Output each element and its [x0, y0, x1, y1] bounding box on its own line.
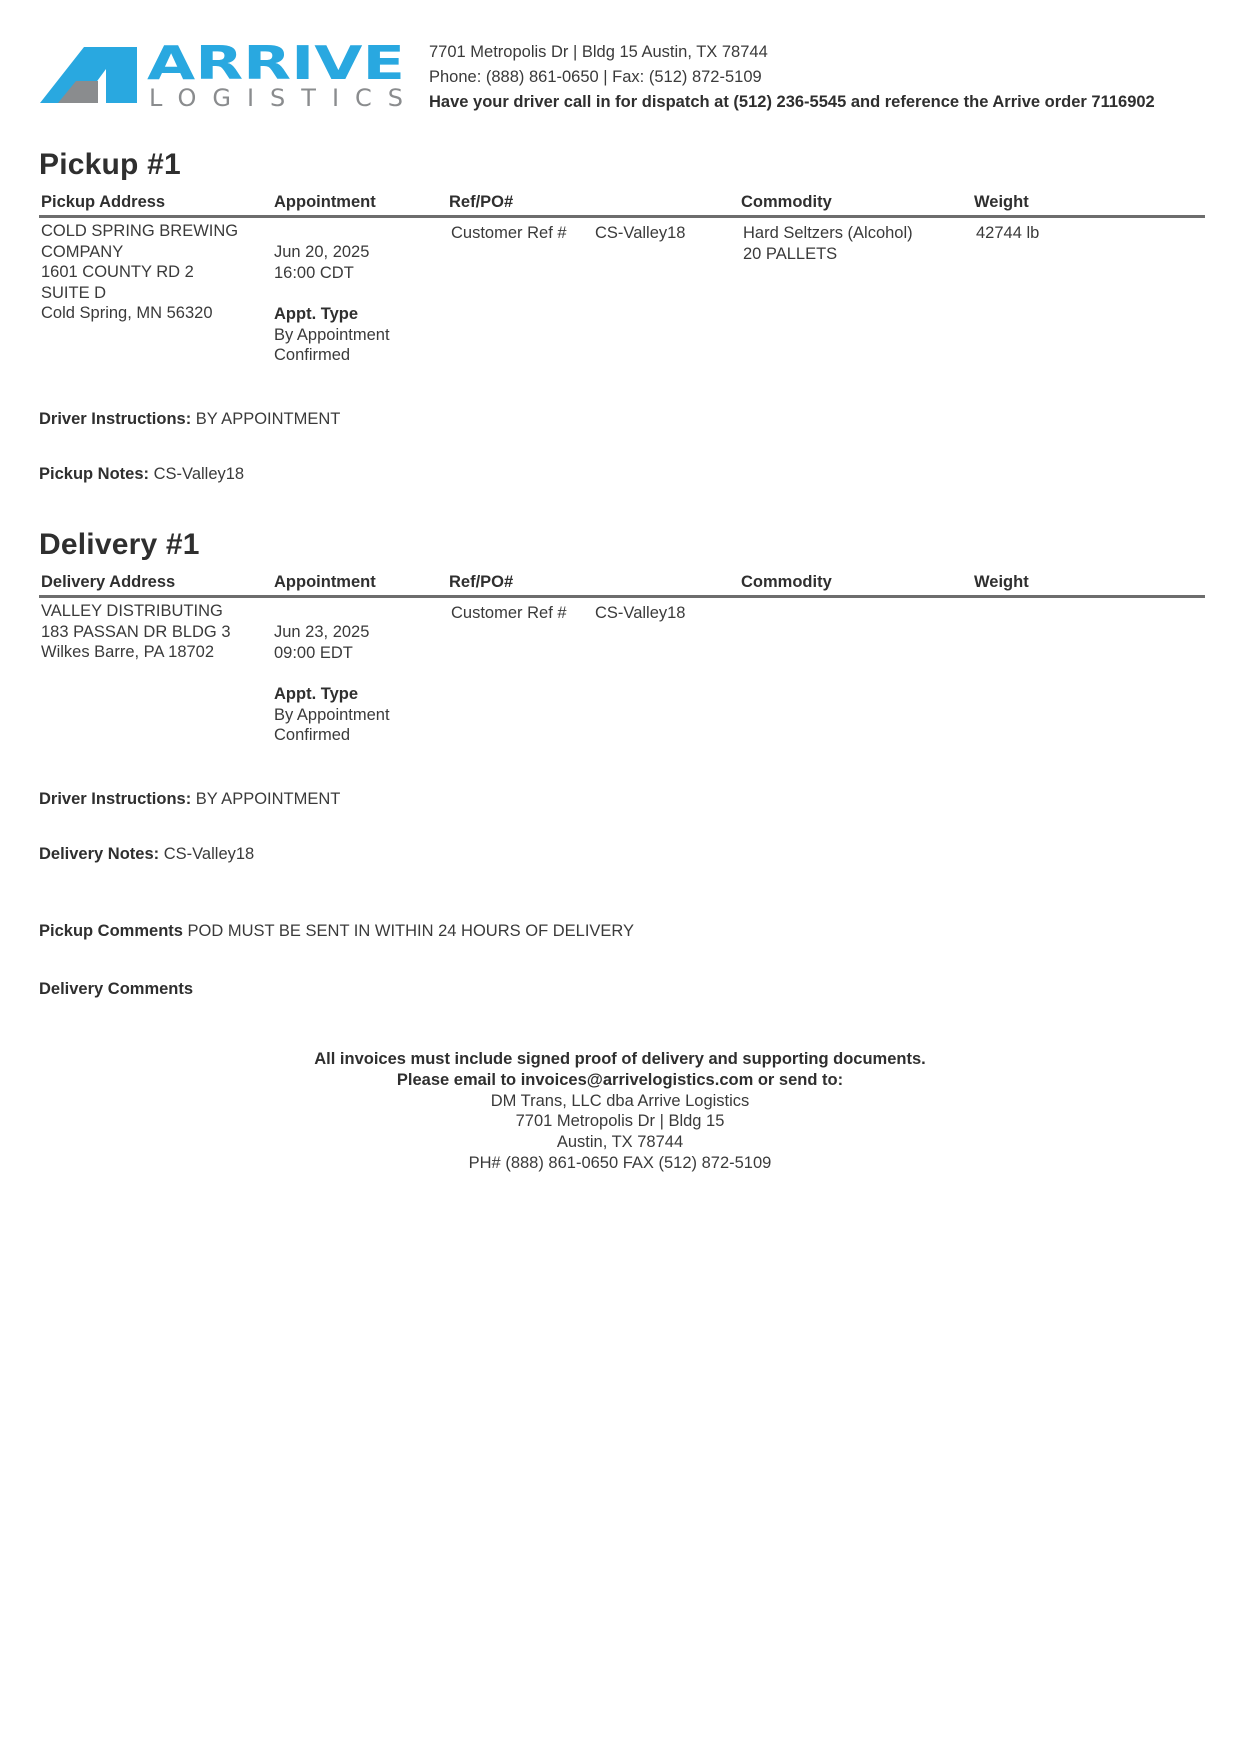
- pickup-notes-label: Pickup Notes:: [39, 465, 150, 483]
- pickup-title: Pickup #1: [39, 148, 181, 181]
- pickup-notes-value: CS-Valley18: [153, 465, 245, 483]
- pickup-comments: [39, 922, 634, 941]
- pickup-appt-type-label: Appt. Type: [274, 305, 359, 323]
- footer-street: 7701 Metropolis Dr | Bldg 15: [515, 1112, 725, 1131]
- pickup-address-line: 1601 COUNTY RD 2: [41, 263, 194, 281]
- pickup-weight-header: Weight: [974, 193, 1029, 211]
- pickup-appt-date: Jun 20, 2025: [274, 243, 370, 261]
- pickup-comments-value: POD MUST BE SENT IN WITHIN 24 HOURS OF DELIVERY: [187, 922, 635, 940]
- delivery-notes-value: CS-Valley18: [163, 845, 255, 863]
- pickup-appt-type-value: By Appointment: [274, 325, 390, 344]
- pickup-commodity-header: Commodity: [741, 193, 832, 211]
- pickup-appt-time: 16:00 CDT: [274, 263, 354, 282]
- delivery-appointment-header: Appointment: [274, 573, 376, 591]
- pickup-address-line: SUITE D: [41, 283, 107, 302]
- pickup-address-line: Cold Spring, MN 56320: [41, 304, 213, 322]
- pickup-address: [41, 221, 238, 324]
- pickup-ref-header: Ref/PO#: [449, 193, 514, 211]
- delivery-driver-instructions: [39, 790, 340, 809]
- pickup-address-header: Pickup Address: [41, 193, 166, 211]
- pickup-notes: [39, 465, 244, 484]
- arrive-logistics-logo: [40, 44, 406, 110]
- pickup-commodity-name: Hard Seltzers (Alcohol): [743, 224, 913, 242]
- delivery-commodity-header: Commodity: [741, 573, 832, 591]
- footer-email-instruction: Please email to invoices@arrivelogistics.com or send to:: [396, 1070, 844, 1089]
- company-phone-fax: Phone: (888) 861-0650 | Fax: (512) 872-5109: [429, 68, 762, 86]
- pickup-driver-instructions: [39, 410, 340, 429]
- delivery-appointment: [274, 622, 390, 746]
- delivery-comments-label: Delivery Comments: [39, 980, 194, 998]
- delivery-appt-status: Confirmed: [274, 726, 351, 744]
- delivery-appt-time: 09:00 EDT: [274, 643, 353, 662]
- delivery-appt-date: Jun 23, 2025: [274, 623, 370, 641]
- delivery-ref-value: CS-Valley18: [595, 604, 686, 622]
- pickup-driver-instructions-value: BY APPOINTMENT: [195, 410, 341, 428]
- delivery-address-line: 183 PASSAN DR BLDG 3: [41, 622, 231, 641]
- footer-invoice-requirement: All invoices must include signed proof of delivery and supporting documents.: [314, 1050, 926, 1068]
- pickup-appointment-header: Appointment: [274, 193, 376, 211]
- delivery-header-divider: [39, 595, 1205, 598]
- footer-city: Austin, TX 78744: [556, 1133, 684, 1152]
- delivery-title: Delivery #1: [39, 528, 200, 561]
- delivery-comments: [39, 980, 193, 999]
- delivery-weight-header: Weight: [974, 573, 1029, 591]
- logo-word-arrive: ARRIVE: [147, 44, 405, 90]
- delivery-address-line: Wilkes Barre, PA 18702: [41, 643, 215, 661]
- invoice-instructions-footer: [0, 1049, 1240, 1174]
- delivery-appt-type-value: By Appointment: [274, 705, 390, 724]
- delivery-address-header: Delivery Address: [41, 573, 176, 591]
- delivery-address-line: VALLEY DISTRIBUTING: [41, 602, 223, 620]
- footer-phone-fax: PH# (888) 861-0650 FAX (512) 872-5109: [468, 1153, 772, 1172]
- pickup-appt-status: Confirmed: [274, 346, 351, 364]
- company-contact-info: [429, 40, 1155, 115]
- pickup-appointment: [274, 242, 390, 366]
- delivery-driver-instructions-value: BY APPOINTMENT: [195, 790, 341, 808]
- pickup-address-line: COMPANY: [41, 242, 124, 261]
- pickup-driver-instructions-label: Driver Instructions:: [39, 410, 192, 428]
- delivery-notes-label: Delivery Notes:: [39, 845, 160, 863]
- pickup-ref-value: CS-Valley18: [595, 224, 686, 242]
- delivery-notes: [39, 845, 254, 864]
- pickup-header-divider: [39, 215, 1205, 218]
- delivery-ref-label: Customer Ref #: [451, 604, 567, 622]
- pickup-ref-label: Customer Ref #: [451, 224, 567, 242]
- pickup-commodity-qty: 20 PALLETS: [743, 244, 838, 263]
- pickup-commodity: [743, 223, 913, 264]
- delivery-driver-instructions-label: Driver Instructions:: [39, 790, 192, 808]
- delivery-address: [41, 601, 231, 663]
- logo-word-logistics: LOGISTICS: [149, 84, 403, 110]
- pickup-comments-label: Pickup Comments: [39, 922, 183, 940]
- pickup-weight: 42744 lb: [976, 224, 1040, 242]
- footer-company-name: DM Trans, LLC dba Arrive Logistics: [490, 1091, 750, 1110]
- pickup-address-line: COLD SPRING BREWING: [41, 222, 239, 240]
- delivery-ref-header: Ref/PO#: [449, 573, 514, 591]
- company-address: 7701 Metropolis Dr | Bldg 15 Austin, TX 78744: [429, 43, 768, 61]
- delivery-appt-type-label: Appt. Type: [274, 685, 359, 703]
- arrive-logo-mark-icon: [40, 44, 406, 110]
- dispatch-instructions: Have your driver call in for dispatch at (512) 236-5545 and reference the Arrive order 7116902: [429, 93, 1155, 111]
